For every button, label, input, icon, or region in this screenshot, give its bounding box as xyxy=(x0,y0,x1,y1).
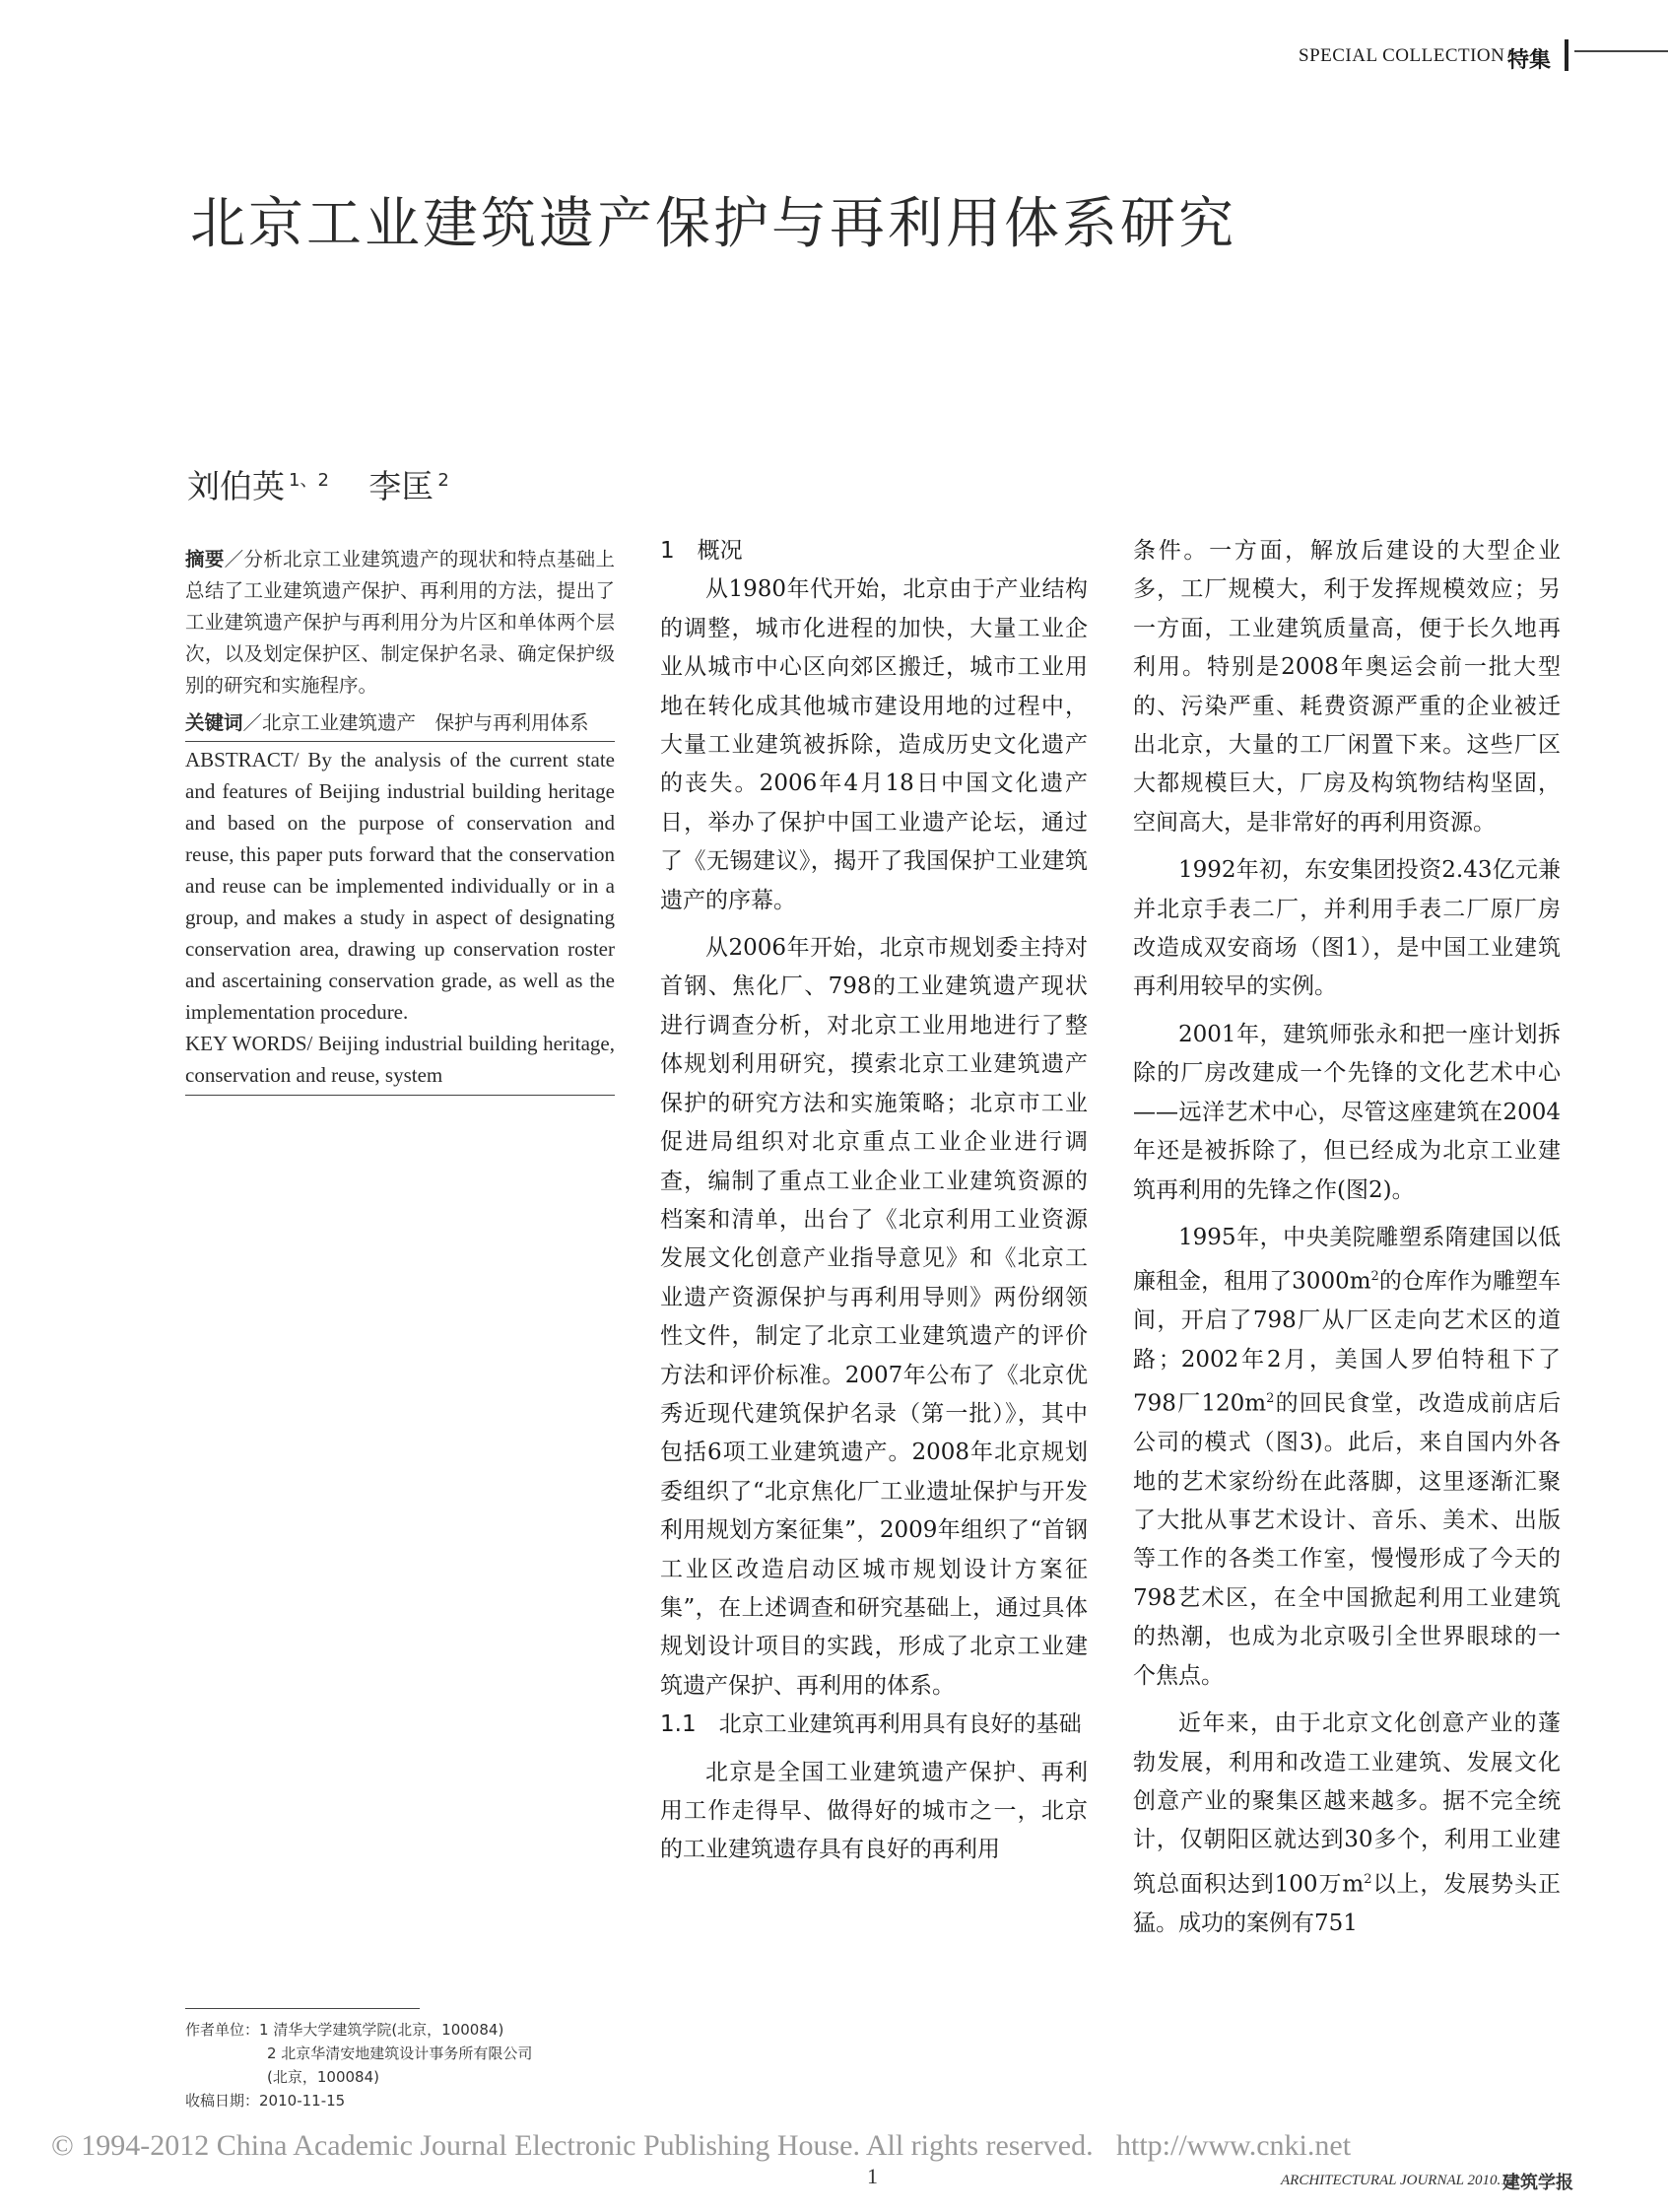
body-paragraph: 从2006年开始，北京市规划委主持对首钢、焦化厂、798的工业建筑遗产现状进行调查分析，对北京工业用地进行了整体规划利用研究，摸索北京工业建筑遗产保护的研究方法和实施策略；北京市工业促进局组织对北京重点工业企业进行调查，编制了重点工业企业工业建筑资源的档案和清单，出台了《北京利用工业资源发展文化创意产业指导意见》和《北京工业遗产资源保护与再利用导则》两份纲领性文件，制定了北京工业建筑遗产的评价方法和评价标准。2007年公布了《北京优秀近现代建筑保护名录（第一批）》，其中包括6项工业建筑遗产。2008年北京规划委组织了“北京焦化厂工业遗址保护与开发利用规划方案征集”，2009年组织了“首钢工业区改造启动区城市规划设计方案征集”，在上述调查和研究基础上，通过具体规划设计项目的实践，形成了北京工业建筑遗产保护、再利用的体系。 xyxy=(660,935,1088,1699)
journal-name-en: ARCHITECTURAL JOURNAL 2010.12 xyxy=(1281,2173,1516,2188)
author-affil-mark: 1、2 xyxy=(289,470,329,491)
body-text: 近年来，由于北京文化创意产业的蓬勃发展，利用和改造工业建筑、发展文化创意产业的聚集区越来越多。据不完全统计，仅朝阳区就达到30多个，利用工业建筑总面积达到100万m xyxy=(1133,1710,1561,1898)
copyright-watermark: © 1994-2012 China Academic Journal Electronic Publishing House. All rights reserved. xyxy=(51,2129,1094,2162)
superscript: 2 xyxy=(1364,1871,1372,1887)
affiliation-line: 1 清华大学建筑学院(北京，100084) xyxy=(259,2021,504,2039)
affiliation-rule xyxy=(185,2008,420,2009)
section-heading: 1 概况 xyxy=(660,538,743,564)
affiliation-label: 作者单位： xyxy=(185,2021,260,2039)
body-text: 的仓库作为雕塑车间，开启了798厂从厂区走向艺术区的道路；2002年2月，美国人罗伯特租下了798厂120m xyxy=(1133,1268,1562,1417)
affiliation-line: (北京，100084) xyxy=(267,2068,379,2086)
body-text: 以上，发展势头正猛。成功的案例有751 xyxy=(1133,1871,1561,1936)
body-text: 1995年，中央美院雕塑系隋建国以低廉租金，租用了3000m xyxy=(1133,1224,1561,1295)
abstract-block xyxy=(185,544,615,1096)
affiliation-row xyxy=(185,2018,532,2042)
abstract-text: ／分析北京工业建筑遗产的现状和特点基础上总结了工业建筑遗产保护、再利用的方法，提出了工业建筑遗产保护与再利用分为片区和单体两个层次，以及划定保护区、制定保护名录、确定保护级别的研究和实施程序。 xyxy=(185,548,615,697)
body-paragraph xyxy=(1133,1219,1561,1696)
body-paragraph xyxy=(1133,1705,1561,1943)
affiliation-line: 2 北京华清安地建筑设计事务所有限公司 xyxy=(267,2044,533,2062)
keywords-label: 关键词 xyxy=(185,711,243,734)
received-row xyxy=(185,2089,532,2112)
abstract-zh xyxy=(185,544,615,702)
author-name: 李匡 xyxy=(368,467,434,505)
author-line xyxy=(187,461,449,507)
author-affil-mark: 2 xyxy=(437,470,449,491)
keywords-en: KEY WORDS/ Beijing industrial building heritage, conservation and reuse, system xyxy=(185,1028,615,1096)
body-paragraph: 2001年，建筑师张永和把一座计划拆除的厂房改建成一个先锋的文化艺术中心——远洋艺术中心，尽管这座建筑在2004年还是被拆除了，但已经成为北京工业建筑再利用的先锋之作(图2)。 xyxy=(1133,1021,1561,1203)
body-paragraph: 从1980年代开始，北京由于产业结构的调整，城市化进程的加快，大量工业企业从城市中心区向郊区搬迁，城市工业用地在转化成其他城市建设用地的过程中，大量工业建筑被拆除，造成历史文化遗产的丧失。2006年4月18日中国文化遗产日，举办了保护中国工业遗产论坛，通过了《无锡建议》，揭开了我国保护工业建筑遗产的序幕。 xyxy=(660,576,1088,913)
affiliation-block xyxy=(185,2018,532,2112)
author-name: 刘伯英 xyxy=(187,467,285,505)
body-paragraph: 1992年初，东安集团投资2.43亿元兼并北京手表二厂，并利用手表二厂原厂房改造成双安商场（图1），是中国工业建筑再利用较早的实例。 xyxy=(1133,857,1561,1000)
keywords-zh xyxy=(185,707,615,742)
article-title: 北京工业建筑遗产保护与再利用体系研究 xyxy=(190,192,1236,256)
page-number: 1 xyxy=(867,2164,878,2188)
received-label: 收稿日期： xyxy=(185,2092,260,2110)
body-column-2 xyxy=(660,532,1088,1870)
body-paragraph: 条件。一方面，解放后建设的大型企业多，工厂规模大，利于发挥规模效应；另一方面，工业建筑质量高，便于长久地再利用。特别是2008年奥运会前一批大型的、污染严重、耗费资源严重的企业被迁出北京，大量的工厂闲置下来。这些厂区大都规模巨大，厂房及构筑物结构坚固，空间高大，是非常好的再利用资源。 xyxy=(1133,538,1561,836)
cnki-url[interactable]: http://www.cnki.net xyxy=(1116,2129,1352,2162)
abstract-label: 摘要 xyxy=(185,548,225,570)
keywords-text: ／北京工业建筑遗产 保护与再利用体系 xyxy=(242,711,589,734)
superscript: 2 xyxy=(1370,1269,1379,1285)
abstract-en: ABSTRACT/ By the analysis of the current state and features of Beijing industrial building heritage and based on the purpose of conservation and reuse, this paper puts forward that the conservation and reuse can be implemented individually or in a group, and makes a study in aspect of designating conservation area, drawing up conservation roster and ascertaining conservation grade, as well as the implementation procedure. xyxy=(185,748,615,1024)
running-header-en: SPECIAL COLLECTION xyxy=(1299,45,1505,66)
body-column-3 xyxy=(1133,532,1561,1943)
header-bar-divider xyxy=(1565,39,1568,71)
subsection-heading: 1.1 北京工业建筑再利用具有良好的基础 xyxy=(660,1711,1082,1738)
running-header-zh: 特集 xyxy=(1507,48,1552,73)
body-paragraph: 北京是全国工业建筑遗产保护、再利用工作走得早、做得好的城市之一，北京的工业建筑遗存具有良好的再利用 xyxy=(660,1759,1088,1863)
body-text: 的回民食堂，改造成前店后公司的模式（图3)。此后，来自国内外各地的艺术家纷纷在此落脚，这里逐渐汇聚了大批从事艺术设计、音乐、美术、出版等工作的各类工作室，慢慢形成了今天的798艺术区，在全中国掀起利用工业建筑的热潮，也成为北京吸引全世界眼球的一个焦点。 xyxy=(1133,1390,1562,1689)
journal-name-zh: 建筑学报 xyxy=(1502,2173,1573,2193)
received-date: 2010-11-15 xyxy=(259,2092,346,2110)
header-rule xyxy=(1574,50,1668,52)
superscript: 2 xyxy=(1266,1391,1275,1407)
